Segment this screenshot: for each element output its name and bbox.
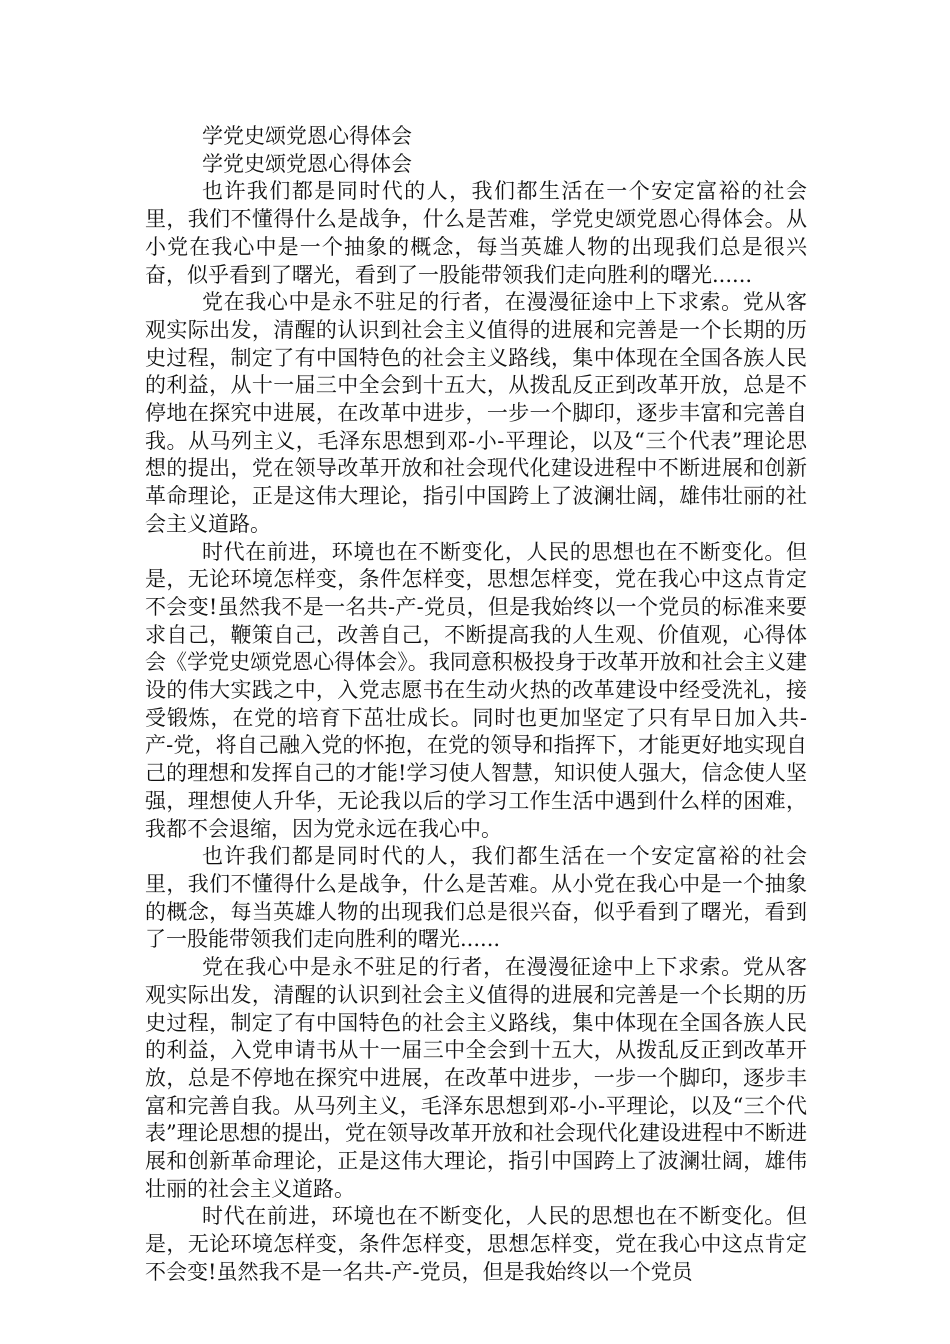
- document-page: [145, 123, 807, 1287]
- paragraph-2: 党在我心中是永不驻足的行者，在漫漫征途中上下求索。党从客观实际出发，清醒的认识到社会主义值得的进展和完善是一个长期的历史过程，制定了有中国特色的社会主义路线，集中体现在全国各族人民的利益，从十一届三中全会到十五大，从拨乱反正到改革开放，总是不停地在探究中进展，在改革中进步，一步一个脚印，逐步丰富和完善自我。从马列主义，毛泽东思想到邓-小-平理论，以及“三个代表”理论思想的提出，党在领导改革开放和社会现代化建设进程中不断进展和创新革命理论，正是这伟大理论，指引中国跨上了波澜壮阔，雄伟壮丽的社会主义道路。: [145, 290, 807, 536]
- paragraph-1: 也许我们都是同时代的人，我们都生活在一个安定富裕的社会里，我们不懂得什么是战争，什么是苦难，学党史颂党恩心得体会。从小党在我心中是一个抽象的概念，每当英雄人物的出现我们总是很兴奋，似乎看到了曙光，看到了一股能带领我们走向胜利的曙光......: [145, 179, 807, 287]
- paragraph-5: 党在我心中是永不驻足的行者，在漫漫征途中上下求索。党从客观实际出发，清醒的认识到社会主义值得的进展和完善是一个长期的历史过程，制定了有中国特色的社会主义路线，集中体现在全国各族人民的利益，入党申请书从十一届三中全会到十五大，从拨乱反正到改革开放，总是不停地在探究中进展，在改革中进步，一步一个脚印，逐步丰富和完善自我。从马列主义，毛泽东思想到邓-小-平理论，以及“三个代表”理论思想的提出，党在领导改革开放和社会现代化建设进程中不断进展和创新革命理论，正是这伟大理论，指引中国跨上了波澜壮阔，雄伟壮丽的社会主义道路。: [145, 955, 807, 1201]
- paragraph-3: 时代在前进，环境也在不断变化，人民的思想也在不断变化。但是，无论环境怎样变，条件怎样变，思想怎样变，党在我心中这点肯定不会变!虽然我不是一名共-产-党员，但是我始终以一个党员的标准来要求自己，鞭策自己，改善自己，不断提高我的人生观、价值观，心得体会《学党史颂党恩心得体会》。我同意积极投身于改革开放和社会主义建设的伟大实践之中，入党志愿书在生动火热的改革建设中经受洗礼，接受锻炼，在党的培育下茁壮成长。同时也更加坚定了只有早日加入共-产-党，将自己融入党的怀抱，在党的领导和指挥下，才能更好地实现自己的理想和发挥自己的才能!学习使人智慧，知识使人强大，信念使人坚强，理想使人升华，无论我以后的学习工作生活中遇到什么样的困难，我都不会退缩，因为党永远在我心中。: [145, 539, 807, 841]
- document-subtitle: 学党史颂党恩心得体会: [202, 151, 412, 176]
- paragraph-6: 时代在前进，环境也在不断变化，人民的思想也在不断变化。但是，无论环境怎样变，条件怎样变，思想怎样变，党在我心中这点肯定不会变!虽然我不是一名共-产-党员，但是我始终以一个党员: [145, 1204, 807, 1284]
- document-title: 学党史颂党恩心得体会: [202, 124, 412, 148]
- paragraph-4: 也许我们都是同时代的人，我们都生活在一个安定富裕的社会里，我们不懂得什么是战争，什么是苦难。从小党在我心中是一个抽象的概念，每当英雄人物的出现我们总是很兴奋，似乎看到了曙光，看到了一股能带领我们走向胜利的曙光......: [145, 844, 807, 952]
